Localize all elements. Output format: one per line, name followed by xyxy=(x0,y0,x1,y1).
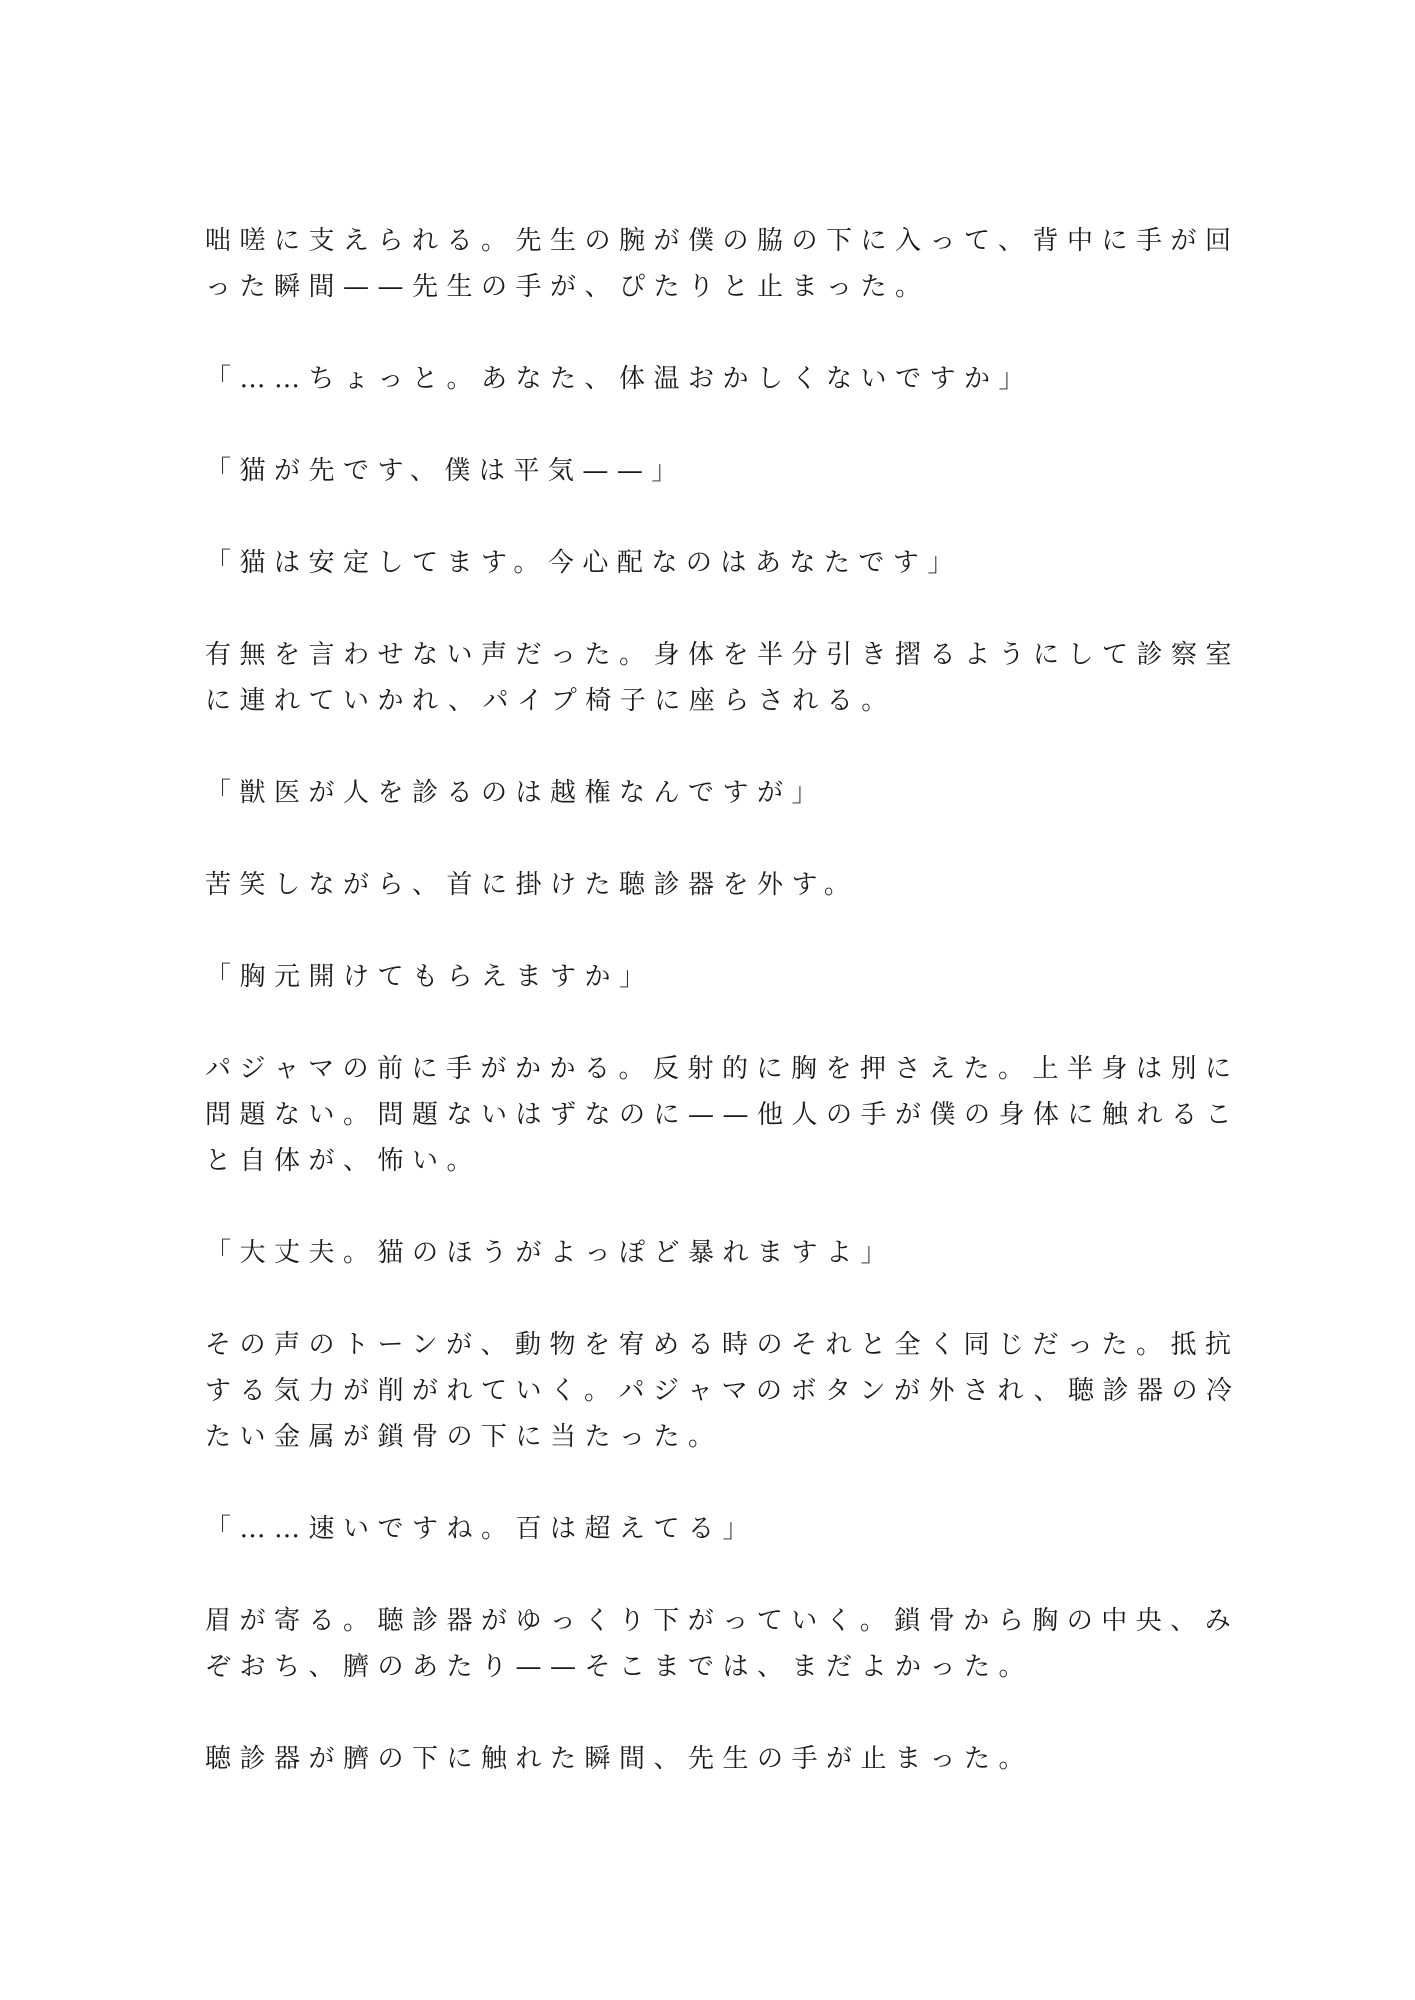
body-text xyxy=(205,218,1241,1828)
text-line: その声のトーンが、動物を宥める時のそれと全く同じだった。抵抗 xyxy=(205,1330,1240,1360)
text-line: 咄嗟に支えられる。先生の腕が僕の脇の下に入って、背中に手が回 xyxy=(205,226,1240,256)
text-line: 「獣医が人を診るのは越権なんですが」 xyxy=(205,778,827,808)
paragraph xyxy=(205,862,1185,908)
paragraph xyxy=(205,218,1240,310)
paragraph xyxy=(205,1598,1240,1690)
text-line: 聴診器が臍の下に触れた瞬間、先生の手が止まった。 xyxy=(205,1744,1034,1774)
text-line: 「猫が先です、僕は平気——」 xyxy=(205,456,686,486)
text-line: 「……速いですね。百は超えてる」 xyxy=(205,1514,758,1544)
text-line: 「……ちょっと。あなた、体温おかしくないですか」 xyxy=(205,364,1034,394)
text-line: に連れていかれ、パイプ椅子に座らされる。 xyxy=(205,686,896,716)
text-line: 苦笑しながら、首に掛けた聴診器を外す。 xyxy=(205,870,859,900)
text-line: った瞬間——先生の手が、ぴたりと止まった。 xyxy=(205,272,930,302)
text-line: 「胸元開けてもらえますか」 xyxy=(205,962,654,992)
text-line: 「猫は安定してます。今心配なのはあなたです」 xyxy=(205,548,962,578)
dialogue-paragraph xyxy=(205,1230,1185,1276)
dialogue-paragraph xyxy=(205,770,1185,816)
text-line: 有無を言わせない声だった。身体を半分引き摺るようにして診察室 xyxy=(205,640,1241,670)
dialogue-paragraph xyxy=(205,356,1185,402)
text-line: たい金属が鎖骨の下に当たった。 xyxy=(205,1422,723,1452)
paragraph xyxy=(205,632,1241,724)
paragraph xyxy=(205,1322,1241,1460)
text-line: 眉が寄る。聴診器がゆっくり下がっていく。鎖骨から胸の中央、み xyxy=(205,1606,1240,1636)
text-line: と自体が、怖い。 xyxy=(205,1146,482,1176)
text-line: ぞおち、臍のあたり——そこまでは、まだよかった。 xyxy=(205,1652,1034,1682)
text-line: 問題ない。問題ないはずなのに——他人の手が僕の身体に触れるこ xyxy=(205,1100,1241,1130)
text-line: パジャマの前に手がかかる。反射的に胸を押さえた。上半身は別に xyxy=(205,1054,1240,1084)
dialogue-paragraph xyxy=(205,540,1185,586)
text-line: 「大丈夫。猫のほうがよっぽど暴れますよ」 xyxy=(205,1238,896,1268)
dialogue-paragraph xyxy=(205,954,1185,1000)
paragraph xyxy=(205,1736,1185,1782)
dialogue-paragraph xyxy=(205,1506,1185,1552)
dialogue-paragraph xyxy=(205,448,1185,494)
text-line: する気力が削がれていく。パジャマのボタンが外され、聴診器の冷 xyxy=(205,1376,1241,1406)
paragraph xyxy=(205,1046,1241,1184)
